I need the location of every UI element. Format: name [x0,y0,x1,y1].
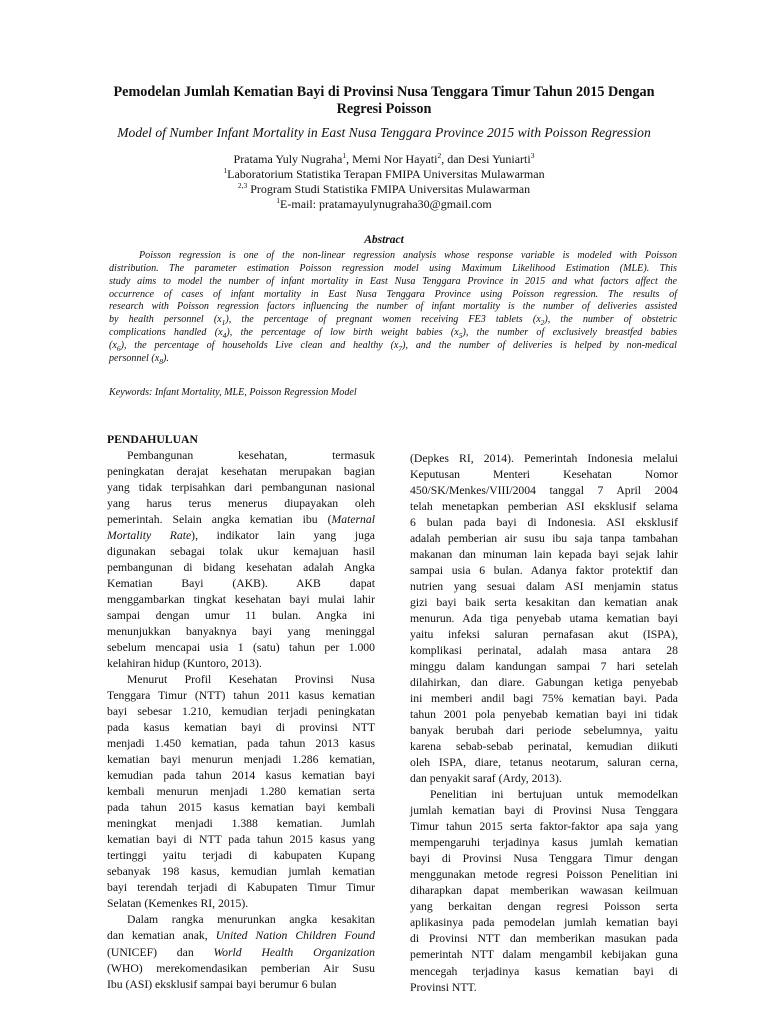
author-block [160,152,608,212]
body-text-line: menunjukkan banyaknya bayi yang meninggal [107,625,375,639]
body-text-line: (Depkes RI, 2014). Pemerintah Indonesia melalui [410,452,678,465]
author-2: , Memi Nor Hayati [346,152,438,166]
affiliation-2-text: Program Studi Statistika FMIPA Universitas Mulawarman [247,182,531,196]
body-text-line: diharapkan dapat memberikan wawasan keilmuan [410,884,678,898]
body-text-line: minggu dalam kandungan sampai 7 hari setelah [410,660,678,674]
author-email [160,197,608,212]
abstract-line: occurrence of cases of infant mortality in East Nusa Tenggara Province using Poisson regression. The results of [109,288,677,300]
body-text-line: Kematian Bayi (AKB). AKB dapat [107,577,375,591]
body-text-line: kematian bayi menurun menjadi 1.286 kematian, [107,753,375,767]
body-text-line: aplikasinya pada pemodelan jumlah kematian bayi [410,916,678,930]
body-text-line: bayi di Provinsi Nusa Tenggara Timur dengan [410,852,678,866]
abstract-line: study aims to model the number of infant mortality in East Nusa Tenggara Province in 2015 and what factors affect the [109,275,677,287]
body-text-line: Penelitian ini bertujuan untuk memodelkan [430,788,678,802]
body-text-line: dan kematian anak, United Nation Children Found [107,929,375,943]
body-text-line: 6 bulan pada bayi di Indonesia. ASI eksklusif [410,516,678,530]
body-text-line: pada tahun 2015 kasus kematian bayi kembali [107,801,375,815]
body-text-line: Dalam rangka menurunkan angka kesakitan [127,913,375,927]
body-text-line: mempengaruhi terjadinya kasus jumlah kematian [410,836,678,850]
email-text: E-mail: pratamayulynugraha30@gmail.com [280,197,492,211]
affiliation-2 [160,182,608,197]
italic-term: United Nation Children Found [215,929,375,943]
abstract-line: distribution. The parameter estimation Poisson regression model using Maximum Likelihood Estimation (MLE). This [109,262,677,274]
affiliation-1 [160,167,608,182]
body-text-line: sebanyak 198 kasus, kemudian jumlah kematian [107,865,375,879]
author-3: , dan Desi Yuniarti [441,152,531,166]
paper-title [100,84,668,118]
body-text-line: Pembangunan kesehatan, termasuk [127,449,375,463]
body-text-line: 450/SK/Menkes/VIII/2004 tanggal 7 April 2004 [410,484,678,498]
variable-subscript: 7 [398,343,403,353]
body-text-line: menggunakan metode regresi Poisson Penelitian ini [410,868,678,882]
abstract-heading: Abstract [364,234,404,246]
affiliation-1-text: Laboratorium Statistika Terapan FMIPA Universitas Mulawarman [227,167,545,181]
abstract-line: complications handled $(x_4)$, the percentage of low birth weight babies $(x_5)$, the number of exclusively breastfed babies [109,327,678,341]
body-text-line: kelahiran hidup (Kuntoro, 2013). [107,657,262,671]
abstract-line: personnel $(x_8)$. [109,352,169,366]
body-text-line: bayi sebesar 1.210, kemudian terjadi peningkatan [107,705,375,719]
body-text-line: kembali menurun menjadi 1.280 kematian serta [107,785,375,799]
body-text-line: pemerintah. Selain angka kematian ibu (Maternal [107,513,375,527]
body-text-line: mencegah terjadinya kasus kematian bayi di [410,964,678,978]
italic-term: Mortality Rate [107,529,192,543]
section-heading: PENDAHULUAN [107,433,198,446]
italic-term: Maternal [331,513,375,527]
body-text-line: Tenggara Timur (NTT) tahun 2011 kasus kematian [107,689,375,703]
left-column-lines [107,448,375,993]
body-text-line: peningkatan derajat kesehatan merupakan bagian [107,465,375,479]
body-text-line: (UNICEF) dan World Health Organization [107,945,375,959]
body-text-line: ini memberi andil bagi 75% kematian bayi. Pada [410,692,678,706]
affiliation-2-sup: 2,3 [237,181,248,190]
body-text-line: Mortality Rate), indikator lain yang juga [107,529,375,543]
body-text-line: dilahirkan, dan diare. Gabungan ketiga penyebab [410,676,678,690]
body-text-line: sebelum mencapai usia 1 (satu) tahun per 1.000 [107,641,375,655]
body-text-line: menurun. Ada tiga penyebab utama kematian bayi [410,612,678,626]
variable-subscript: 6 [116,343,121,353]
body-text-line: Menurut Profil Kesehatan Provinsi Nusa [127,673,375,687]
author-1-sup: 1 [342,151,347,160]
body-text-line: kematian bayi di NTT pada tahun 2015 kasus yang [107,833,375,847]
author-3-sup: 3 [530,151,535,160]
body-text-line: tahun 2001 pola penyebab kematian bayi ini tidak [410,708,678,722]
body-text-line: makanan dan minuman lain kepada bayi sejak lahir [410,548,678,562]
body-text-line: oleh ISPA, diare, tetanus neotarum, saluran cerna, [410,756,678,770]
variable-subscript: 2 [540,318,545,328]
body-text-line: yang harus terus menerus diupayakan oleh [107,497,375,511]
body-text-line: banyak berubah dari periode sebelumnya, yaitu [410,724,678,738]
variable-subscript: 4 [222,331,227,341]
author-1: Pratama Yuly Nugraha [233,152,343,166]
author-2-sup: 2 [437,151,442,160]
body-text-line: komplikasi perinatal, adalah masa antara 28 [410,644,678,658]
body-text-line: digunakan sebagai tolak ukur kemajuan hasil [107,545,375,559]
variable-subscript: 8 [159,356,163,366]
keywords: Keywords: Infant Mortality, MLE, Poisson Regression Model [109,387,357,398]
body-text-line: dan penyakit saraf (Ardy, 2013). [410,772,562,786]
body-text-line: tertinggi yaitu terjadi di kabupaten Kupang [107,849,375,863]
body-text-line: Ibu (ASI) eksklusif sampai bayi berumur 6 bulan [107,977,337,991]
body-text-line: meningkat menjadi 1.388 kematian. Jumlah [107,817,375,831]
email-sup: 1 [276,196,281,205]
body-text-line: Selatan (Kemenkes RI, 2015). [107,897,249,911]
body-text-line: yaitu infeksi saluran pernafasan akut (ISPA), [410,628,678,642]
abstract-line: Poisson regression is one of the non-linear regression analysis whose response variable is modeled with Poisson [139,250,677,261]
italic-term: World Health Organization [213,945,375,959]
variable-subscript: 1 [221,318,226,328]
right-column-lines [410,451,678,996]
body-text-line: menjadi 1.450 kematian, pada tahun 2013 kasus [107,737,375,751]
abstract-body [109,250,677,366]
body-text-line: di Provinsi NTT dan memberikan masukan pada [410,932,678,946]
body-text-line: Keputusan Menteri Kesehatan Nomor [410,468,678,482]
body-text-line: jumlah kematian bayi di Provinsi Nusa Tenggara [410,804,678,818]
abstract-line: by health personnel $(x_1)$, the percentage of pregnant women receiving FE3 tablets $(x_2)$, the number of obstetric [109,314,677,328]
abstract-line: $(x_6)$, the percentage of households Live clean and healthy $(x_7)$, and the number of deliveries is helped by non-medical [109,339,677,353]
abstract-line: research with Poisson regression factors influencing the number of infant mortality is the number of deliveries assisted [109,301,677,313]
body-text-line: sampai dengan umur 11 bulan. Angka ini [107,609,375,623]
body-text-line: yang tidak terpisahkan dari pembangunan nasional [107,481,375,495]
body-text-line: karena sebab-sebab perinatal, kemudian diikuti [410,740,678,754]
paper-title-line-2: Regresi Poisson [336,101,432,117]
body-text-line: Provinsi NTT. [410,980,477,994]
body-text-line: gizi bayi baik serta kesakitan dan kematian anak [410,596,678,610]
body-text-line: bayi terendah terjadi di Kabupaten Timur Timur [107,881,375,895]
body-text-line: pemerintah NTT dalam mengambil kebijakan guna [410,948,678,962]
body-text-line: pembangunan di bidang kesehatan adalah Angka [107,561,375,575]
body-text-line: kemudian pada tahun 2014 kasus kematian bayi [107,769,375,783]
paper-subtitle-english: Model of Number Infant Mortality in East Nusa Tenggara Province 2015 with Poisson Regression [117,125,651,140]
variable-subscript: 5 [458,331,463,341]
paper-title-line-1: Pemodelan Jumlah Kematian Bayi di Provinsi Nusa Tenggara Timur Tahun 2015 Dengan [113,84,655,100]
author-names [160,152,608,167]
body-text-line: (WHO) merekomendasikan pemberian Air Susu [107,961,375,975]
right-column [410,451,678,996]
left-column [107,432,375,993]
body-text-line: telah menetapkan pemberian ASI eksklusif selama [410,500,678,514]
affiliation-1-sup: 1 [223,166,228,175]
body-text-line: yang berkaitan dengan regresi Poisson serta [410,900,678,914]
body-text-line: nutrien yang sesuai dalam ASI menjamin status [410,580,678,594]
body-text-line: menggambarkan tingkat kesehatan bayi mulai lahir [107,593,375,607]
body-text-line: Timur tahun 2015 serta faktor-faktor apa saja yang [410,820,678,834]
body-text-line: sampai usia 6 bulan. Adanya faktor protektif dan [410,564,678,578]
body-text-line: adalah pemberian air susu ibu saja tanpa tambahan [410,532,678,546]
body-text-line: pada kasus kematian bayi di provinsi NTT [107,721,375,735]
